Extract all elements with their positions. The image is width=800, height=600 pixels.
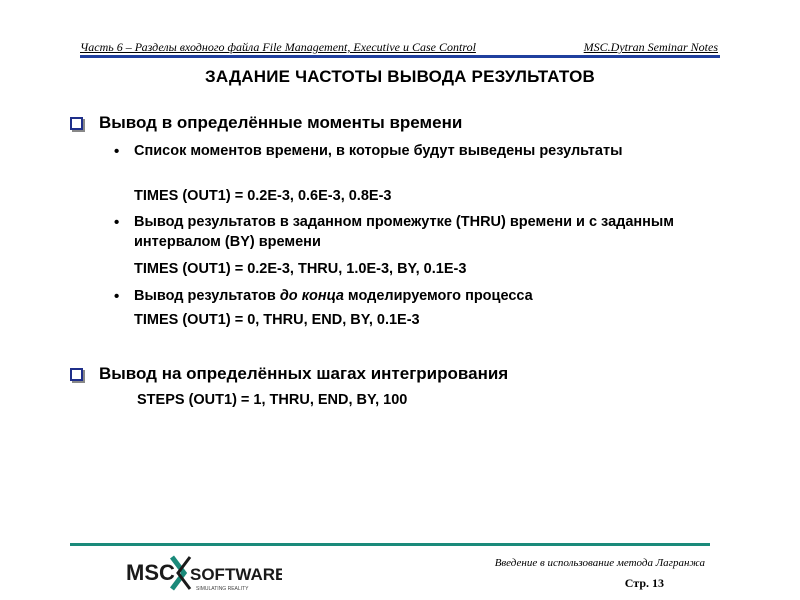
list-item-text — [134, 286, 724, 306]
list-item-text-emphasis: до конца — [279, 288, 344, 304]
section-heading: Вывод в определённые моменты времени — [99, 113, 463, 132]
list-item-text: Вывод результатов в заданном промежутке (THRU) времени и с заданным интервалом (BY) времени — [134, 214, 675, 250]
logo-tagline-text: SIMULATING REALITY — [196, 586, 249, 592]
bullet-dot-icon: • — [114, 288, 120, 305]
list-item-text-part: моделируемого процесса — [343, 288, 533, 304]
logo-software-text: SOFTWARE — [190, 565, 282, 584]
code-line: TIMES (OUT1) = 0, THRU, END, BY, 0.1E-3 — [134, 312, 420, 328]
page-number: Стр. 13 — [624, 576, 664, 590]
header-right-text: MSC.Dytran Seminar Notes — [583, 40, 718, 54]
bullet-dot-icon: • — [114, 143, 120, 160]
logo-msc-text: MSC — [126, 560, 175, 585]
footer-course-text: Введение в использование метода Лагранжа — [494, 557, 705, 569]
slide-title: ЗАДАНИЕ ЧАСТОТЫ ВЫВОДА РЕЗУЛЬТАТОВ — [204, 67, 595, 86]
square-bullet-icon — [70, 368, 83, 381]
msc-logo-graphic — [122, 547, 282, 595]
bullet-dot-icon: • — [114, 214, 120, 231]
code-line: TIMES (OUT1) = 0.2E-3, 0.6E-3, 0.8E-3 — [134, 188, 392, 204]
list-item-text-part: Вывод результатов — [134, 288, 280, 304]
footer-rule — [70, 543, 710, 546]
section-heading: Вывод на определённых шагах интегрирования — [99, 364, 509, 383]
square-bullet-icon — [70, 117, 83, 130]
code-line: STEPS (OUT1) = 1, THRU, END, BY, 100 — [137, 392, 408, 408]
header-left-text: Часть 6 – Разделы входного файла File Management, Executive и Case Control — [80, 40, 476, 54]
code-line: TIMES (OUT1) = 0.2E-3, THRU, 1.0E-3, BY, 0.1E-3 — [134, 261, 467, 277]
msc-software-logo — [122, 547, 282, 595]
list-item-text: Список моментов времени, в которые будут выведены результаты — [134, 143, 623, 159]
